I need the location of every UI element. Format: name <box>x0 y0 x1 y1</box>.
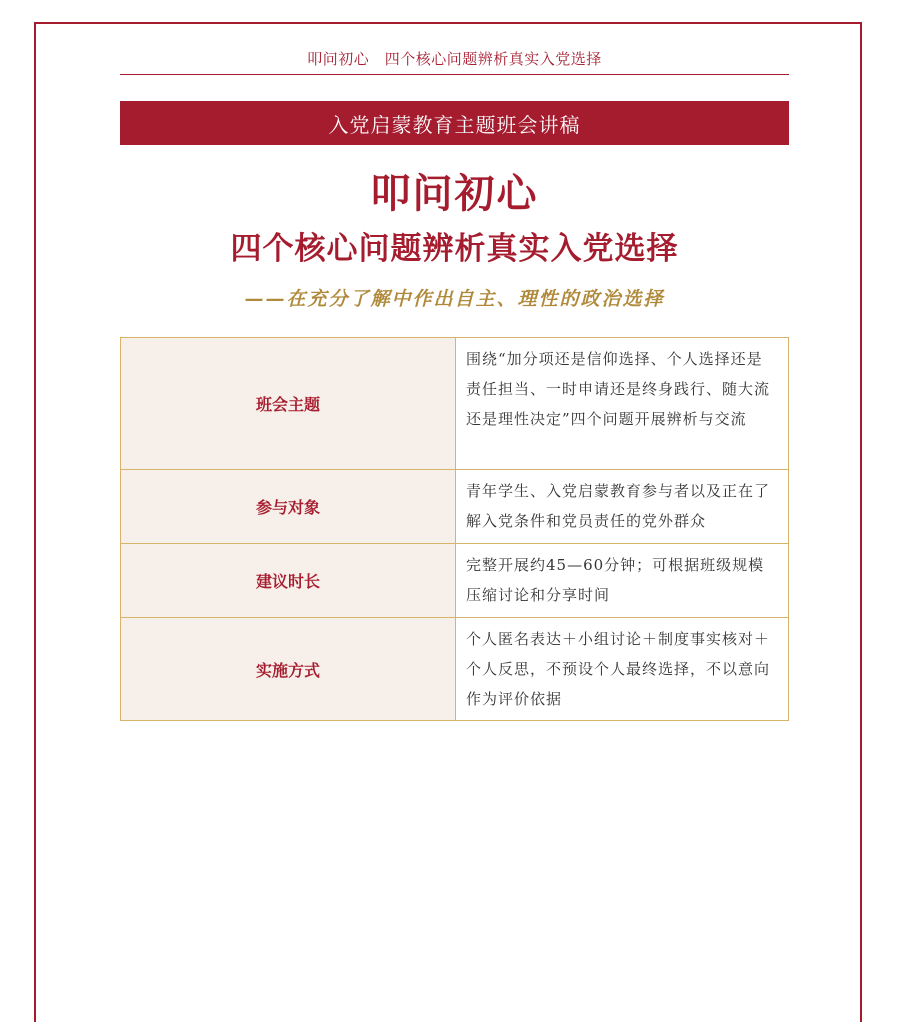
banner-label: 入党启蒙教育主题班会讲稿 <box>328 114 581 137</box>
banner <box>120 101 789 145</box>
running-header: 叩问初心 四个核心问题辨析真实入党选择 <box>307 51 602 68</box>
row-value-duration: 完整开展约45—60分钟；可根据班级规模压缩讨论和分享时间 <box>456 544 789 618</box>
table-row <box>121 470 789 544</box>
row-label-method: 实施方式 <box>121 618 456 721</box>
table-row <box>121 544 789 618</box>
row-value-theme: 围绕“加分项还是信仰选择、个人选择还是责任担当、一时申请还是终身践行、随大流还是理性决定”四个问题开展辨析与交流 <box>456 338 789 470</box>
table-row <box>121 338 789 470</box>
page-tagline: ——在充分了解中作出自主、理性的政治选择 <box>244 288 665 310</box>
row-value-participants: 青年学生、入党启蒙教育参与者以及正在了解入党条件和党员责任的党外群众 <box>456 470 789 544</box>
table-row <box>121 618 789 721</box>
info-table <box>120 337 789 721</box>
row-label-theme: 班会主题 <box>121 338 456 470</box>
row-label-participants: 参与对象 <box>121 470 456 544</box>
row-value-method: 个人匿名表达＋小组讨论＋制度事实核对＋个人反思，不预设个人最终选择，不以意向作为评价依据 <box>456 618 789 721</box>
page-subtitle: 四个核心问题辨析真实入党选择 <box>230 231 679 267</box>
header-rule <box>120 74 789 75</box>
page-title: 叩问初心 <box>370 170 539 217</box>
row-label-duration: 建议时长 <box>121 544 456 618</box>
